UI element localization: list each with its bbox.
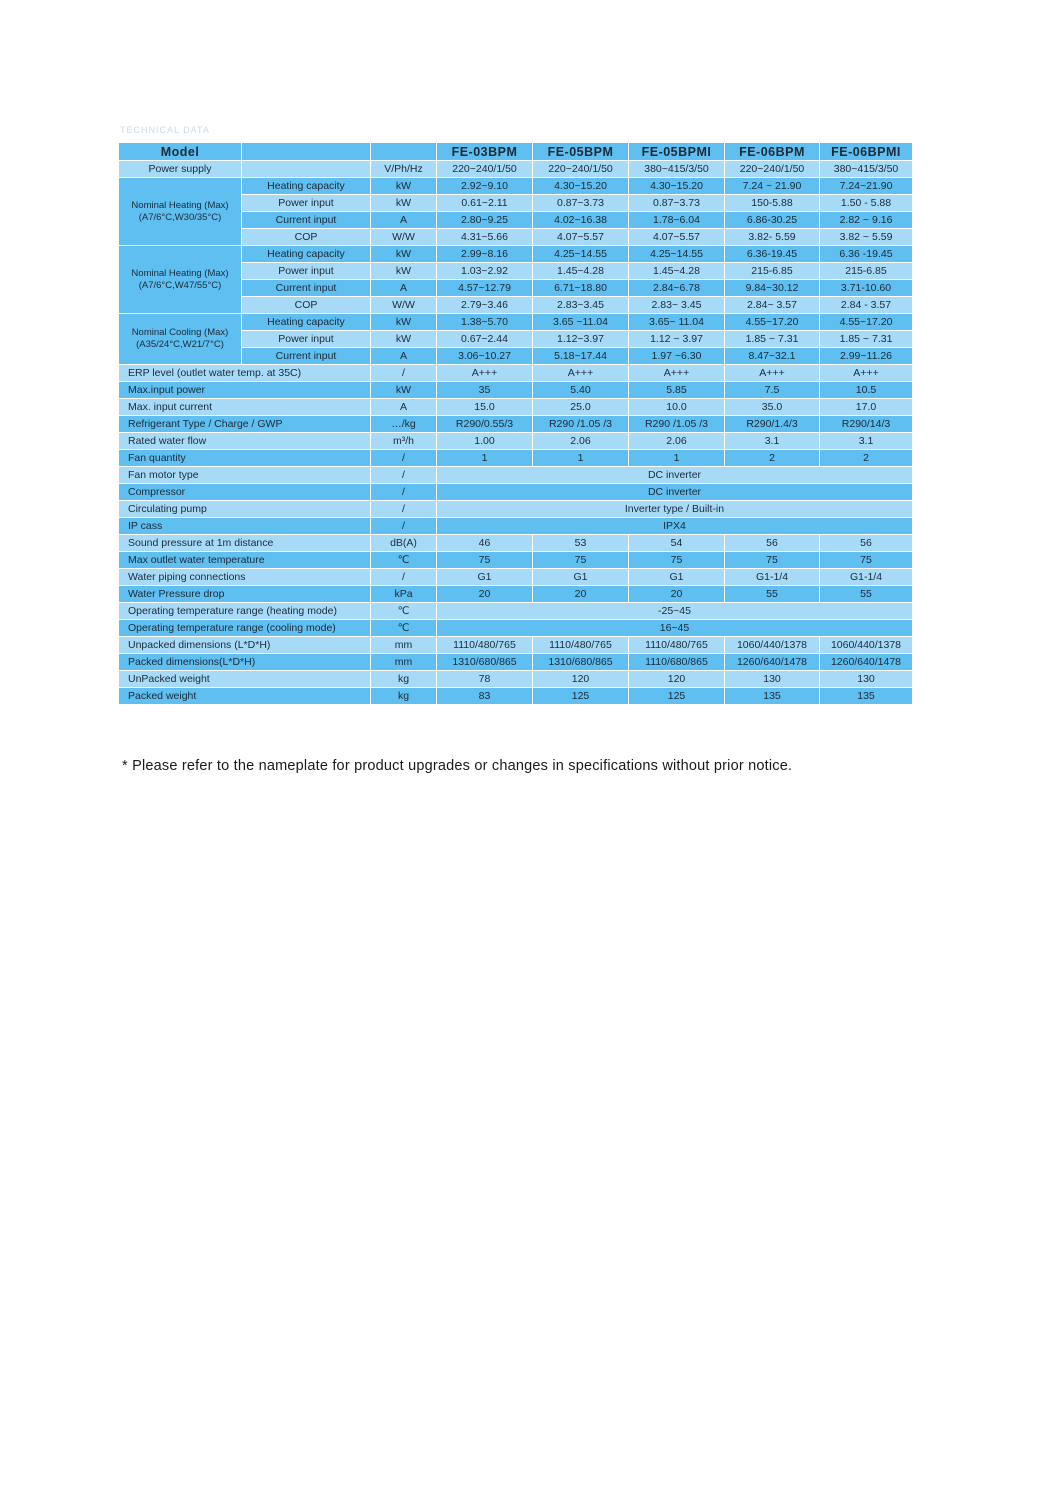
value-cell: 7.24 ~ 21.90 xyxy=(725,178,820,195)
value-cell: 1110/480/765 xyxy=(533,637,629,654)
value-cell: 135 xyxy=(725,688,820,705)
value-cell: 6.71~18.80 xyxy=(533,280,629,297)
row-label: Max outlet water temperature xyxy=(119,552,371,569)
value-cell: 220~240/1/50 xyxy=(725,161,820,178)
spec-row xyxy=(119,586,913,603)
spec-row xyxy=(119,416,913,433)
value-cell: 3.82- 5.59 xyxy=(725,229,820,246)
value-cell: 75 xyxy=(629,552,725,569)
unit-cell: ℃ xyxy=(371,603,437,620)
value-cell: 4.55~17.20 xyxy=(820,314,913,331)
spec-row xyxy=(119,637,913,654)
row-label: Power input xyxy=(242,263,371,280)
spec-row xyxy=(119,178,913,195)
value-cell: 2.84 - 3.57 xyxy=(820,297,913,314)
unit-cell: / xyxy=(371,484,437,501)
spec-row xyxy=(119,688,913,705)
value-cell: 5.85 xyxy=(629,382,725,399)
value-cell: 1060/440/1378 xyxy=(820,637,913,654)
value-cell: 3.71-10.60 xyxy=(820,280,913,297)
value-cell: A+++ xyxy=(820,365,913,382)
value-cell: 75 xyxy=(820,552,913,569)
value-cell: 4.57~12.79 xyxy=(437,280,533,297)
row-label: Fan motor type xyxy=(119,467,371,484)
value-cell: 53 xyxy=(533,535,629,552)
spec-row xyxy=(119,382,913,399)
value-cell: 135 xyxy=(820,688,913,705)
row-label: Current input xyxy=(242,212,371,229)
value-cell: 220~240/1/50 xyxy=(533,161,629,178)
spec-row xyxy=(119,569,913,586)
spec-row xyxy=(119,552,913,569)
row-label: Compressor xyxy=(119,484,371,501)
value-cell: 7.5 xyxy=(725,382,820,399)
row-label: Packed dimensions(L*D*H) xyxy=(119,654,371,671)
unit-cell: A xyxy=(371,399,437,416)
unit-cell: dB(A) xyxy=(371,535,437,552)
value-cell: 0.87~3.73 xyxy=(629,195,725,212)
merged-value-cell: IPX4 xyxy=(437,518,913,535)
value-cell: 2.06 xyxy=(629,433,725,450)
spec-row xyxy=(119,484,913,501)
unit-cell: V/Ph/Hz xyxy=(371,161,437,178)
value-cell: 17.0 xyxy=(820,399,913,416)
row-label: Circulating pump xyxy=(119,501,371,518)
value-cell: 25.0 xyxy=(533,399,629,416)
unit-cell: …/kg xyxy=(371,416,437,433)
unit-cell: ℃ xyxy=(371,552,437,569)
unit-cell: / xyxy=(371,467,437,484)
value-cell: G1-1/4 xyxy=(820,569,913,586)
unit-cell: / xyxy=(371,365,437,382)
value-cell: 1.97 ~6.30 xyxy=(629,348,725,365)
model-header-cell: FE-05BPMI xyxy=(629,143,725,161)
row-label: UnPacked weight xyxy=(119,671,371,688)
value-cell: 120 xyxy=(629,671,725,688)
value-cell: 2.83~ 3.45 xyxy=(629,297,725,314)
value-cell: 2.99~8.16 xyxy=(437,246,533,263)
unit-cell: kg xyxy=(371,688,437,705)
value-cell: 380~415/3/50 xyxy=(820,161,913,178)
value-cell: 1.78~6.04 xyxy=(629,212,725,229)
section-title: TECHNICAL DATA xyxy=(120,126,210,134)
value-cell: 130 xyxy=(820,671,913,688)
value-cell: 1.12~3.97 xyxy=(533,331,629,348)
row-label: Packed weight xyxy=(119,688,371,705)
unit-cell: kW xyxy=(371,314,437,331)
value-cell: G1 xyxy=(533,569,629,586)
value-cell: 0.67~2.44 xyxy=(437,331,533,348)
row-label: Heating capacity xyxy=(242,246,371,263)
value-cell: 1110/480/765 xyxy=(629,637,725,654)
value-cell: 35.0 xyxy=(725,399,820,416)
value-cell: 46 xyxy=(437,535,533,552)
value-cell: G1-1/4 xyxy=(725,569,820,586)
spec-row xyxy=(119,467,913,484)
unit-cell: kg xyxy=(371,671,437,688)
value-cell: 75 xyxy=(533,552,629,569)
value-cell: 2.99~11.26 xyxy=(820,348,913,365)
header-row xyxy=(119,143,913,161)
value-cell: 10.0 xyxy=(629,399,725,416)
spec-row xyxy=(119,365,913,382)
value-cell: 1310/680/865 xyxy=(533,654,629,671)
value-cell: 83 xyxy=(437,688,533,705)
value-cell: 78 xyxy=(437,671,533,688)
unit-cell: A xyxy=(371,280,437,297)
value-cell: 1 xyxy=(437,450,533,467)
value-cell: 3.1 xyxy=(820,433,913,450)
value-cell: 215-6.85 xyxy=(725,263,820,280)
unit-cell: mm xyxy=(371,637,437,654)
group-label: Nominal Heating (Max) (A7/6°C,W30/35°C) xyxy=(119,178,242,246)
row-label: ERP level (outlet water temp. at 35C) xyxy=(119,365,371,382)
unit-cell: / xyxy=(371,501,437,518)
value-cell: 2 xyxy=(820,450,913,467)
value-cell: 3.82 ~ 5.59 xyxy=(820,229,913,246)
value-cell: 75 xyxy=(725,552,820,569)
value-cell: 1.45~4.28 xyxy=(533,263,629,280)
value-cell: 2.80~9.25 xyxy=(437,212,533,229)
row-label: Fan quantity xyxy=(119,450,371,467)
row-label: Current input xyxy=(242,348,371,365)
unit-cell: W/W xyxy=(371,229,437,246)
value-cell: A+++ xyxy=(437,365,533,382)
unit-cell: kW xyxy=(371,195,437,212)
value-cell: 1060/440/1378 xyxy=(725,637,820,654)
group-label: Nominal Heating (Max) (A7/6°C,W47/55°C) xyxy=(119,246,242,314)
value-cell: 54 xyxy=(629,535,725,552)
row-label: Current input xyxy=(242,280,371,297)
merged-value-cell: DC inverter xyxy=(437,484,913,501)
value-cell: 2.84~6.78 xyxy=(629,280,725,297)
value-cell: 1.85 ~ 7.31 xyxy=(820,331,913,348)
unit-cell: kW xyxy=(371,246,437,263)
row-label: Water Pressure drop xyxy=(119,586,371,603)
value-cell: 1260/640/1478 xyxy=(725,654,820,671)
value-cell: 10.5 xyxy=(820,382,913,399)
value-cell: 4.31~5.66 xyxy=(437,229,533,246)
value-cell: 150-5.88 xyxy=(725,195,820,212)
row-label: Rated water flow xyxy=(119,433,371,450)
unit-cell: A xyxy=(371,348,437,365)
model-header-cell: FE-05BPM xyxy=(533,143,629,161)
unit-cell: / xyxy=(371,569,437,586)
value-cell: 4.02~16.38 xyxy=(533,212,629,229)
row-label: Max. input current xyxy=(119,399,371,416)
power-supply-row xyxy=(119,161,913,178)
value-cell: G1 xyxy=(437,569,533,586)
value-cell: 3.1 xyxy=(725,433,820,450)
value-cell: 55 xyxy=(820,586,913,603)
value-cell: 380~415/3/50 xyxy=(629,161,725,178)
merged-value-cell: 16~45 xyxy=(437,620,913,637)
spec-row xyxy=(119,535,913,552)
model-header-cell: FE-03BPM xyxy=(437,143,533,161)
value-cell: 8.47~32.1 xyxy=(725,348,820,365)
row-label: Refrigerant Type / Charge / GWP xyxy=(119,416,371,433)
model-header-cell: FE-06BPM xyxy=(725,143,820,161)
unit-cell: ℃ xyxy=(371,620,437,637)
spec-row xyxy=(119,620,913,637)
row-label: IP cass xyxy=(119,518,371,535)
row-label: COP xyxy=(242,297,371,314)
value-cell: 2.06 xyxy=(533,433,629,450)
value-cell: 1.85 ~ 7.31 xyxy=(725,331,820,348)
row-label: Power input xyxy=(242,331,371,348)
unit-cell: m³/h xyxy=(371,433,437,450)
unit-cell: W/W xyxy=(371,297,437,314)
footnote: * Please refer to the nameplate for product upgrades or changes in specifications without prior notice. xyxy=(122,758,793,774)
value-cell: 1 xyxy=(533,450,629,467)
value-cell: 125 xyxy=(629,688,725,705)
spec-table-body xyxy=(119,143,913,705)
value-cell: 4.30~15.20 xyxy=(629,178,725,195)
row-label: Heating capacity xyxy=(242,178,371,195)
row-label: Power input xyxy=(242,195,371,212)
unit-cell: kW xyxy=(371,382,437,399)
value-cell: 3.65 ~11.04 xyxy=(533,314,629,331)
unit-cell: / xyxy=(371,450,437,467)
value-cell: 1260/640/1478 xyxy=(820,654,913,671)
value-cell: 1.03~2.92 xyxy=(437,263,533,280)
value-cell: A+++ xyxy=(629,365,725,382)
unit-cell: A xyxy=(371,212,437,229)
model-header-cell: FE-06BPMI xyxy=(820,143,913,161)
value-cell: 2.82 ~ 9.16 xyxy=(820,212,913,229)
value-cell: 1 xyxy=(629,450,725,467)
value-cell: 1110/480/765 xyxy=(437,637,533,654)
row-label: Operating temperature range (cooling mode) xyxy=(119,620,371,637)
value-cell: 2.83~3.45 xyxy=(533,297,629,314)
spec-row xyxy=(119,450,913,467)
value-cell: R290 /1.05 /3 xyxy=(533,416,629,433)
header-unit-cell xyxy=(371,143,437,161)
value-cell: 5.18~17.44 xyxy=(533,348,629,365)
merged-value-cell: -25~45 xyxy=(437,603,913,620)
value-cell: 56 xyxy=(820,535,913,552)
value-cell: 4.25~14.55 xyxy=(533,246,629,263)
value-cell: G1 xyxy=(629,569,725,586)
value-cell: 1110/680/865 xyxy=(629,654,725,671)
value-cell: 4.25~14.55 xyxy=(629,246,725,263)
value-cell: 6.86-30.25 xyxy=(725,212,820,229)
unit-cell: kW xyxy=(371,263,437,280)
spec-row xyxy=(119,314,913,331)
value-cell: 75 xyxy=(437,552,533,569)
value-cell: 3.06~10.27 xyxy=(437,348,533,365)
value-cell: 6.36 -19.45 xyxy=(820,246,913,263)
spec-row xyxy=(119,246,913,263)
row-label: Sound pressure at 1m distance xyxy=(119,535,371,552)
value-cell: 1.12 ~ 3.97 xyxy=(629,331,725,348)
row-label: Max.input power xyxy=(119,382,371,399)
value-cell: 7.24~21.90 xyxy=(820,178,913,195)
value-cell: 120 xyxy=(533,671,629,688)
value-cell: 2 xyxy=(725,450,820,467)
spec-row xyxy=(119,433,913,450)
value-cell: 125 xyxy=(533,688,629,705)
spec-row xyxy=(119,671,913,688)
value-cell: 3.65~ 11.04 xyxy=(629,314,725,331)
value-cell: R290/1.4/3 xyxy=(725,416,820,433)
spec-row xyxy=(119,654,913,671)
row-label: Water piping connections xyxy=(119,569,371,586)
unit-cell: / xyxy=(371,518,437,535)
value-cell: 1310/680/865 xyxy=(437,654,533,671)
value-cell: 2.84~ 3.57 xyxy=(725,297,820,314)
value-cell: R290/14/3 xyxy=(820,416,913,433)
value-cell: R290 /1.05 /3 xyxy=(629,416,725,433)
value-cell: A+++ xyxy=(533,365,629,382)
spec-table xyxy=(118,142,913,705)
row-label: Heating capacity xyxy=(242,314,371,331)
value-cell: 4.07~5.57 xyxy=(533,229,629,246)
value-cell: 5.40 xyxy=(533,382,629,399)
unit-cell: kW xyxy=(371,331,437,348)
spec-row xyxy=(119,399,913,416)
value-cell: 55 xyxy=(725,586,820,603)
value-cell: 56 xyxy=(725,535,820,552)
value-cell: 4.30~15.20 xyxy=(533,178,629,195)
value-cell: A+++ xyxy=(725,365,820,382)
value-cell: R290/0.55/3 xyxy=(437,416,533,433)
spec-row xyxy=(119,603,913,620)
value-cell: 2.79~3.46 xyxy=(437,297,533,314)
unit-cell: mm xyxy=(371,654,437,671)
value-cell: 35 xyxy=(437,382,533,399)
model-header-label: Model xyxy=(119,143,242,161)
value-cell: 220~240/1/50 xyxy=(437,161,533,178)
row-label: COP xyxy=(242,229,371,246)
value-cell: 1.45~4.28 xyxy=(629,263,725,280)
value-cell: 0.87~3.73 xyxy=(533,195,629,212)
value-cell: 20 xyxy=(629,586,725,603)
value-cell: 2.92~9.10 xyxy=(437,178,533,195)
group-label: Nominal Cooling (Max) (A35/24°C,W21/7°C) xyxy=(119,314,242,365)
merged-value-cell: Inverter type / Built-in xyxy=(437,501,913,518)
unit-cell: kW xyxy=(371,178,437,195)
blank-cell xyxy=(242,161,371,178)
header-blank-cell xyxy=(242,143,371,161)
spec-row xyxy=(119,518,913,535)
value-cell: 130 xyxy=(725,671,820,688)
value-cell: 20 xyxy=(437,586,533,603)
value-cell: 6.36-19.45 xyxy=(725,246,820,263)
value-cell: 9.84~30.12 xyxy=(725,280,820,297)
unit-cell: kPa xyxy=(371,586,437,603)
row-label: Unpacked dimensions (L*D*H) xyxy=(119,637,371,654)
value-cell: 20 xyxy=(533,586,629,603)
value-cell: 1.50 - 5.88 xyxy=(820,195,913,212)
row-label: Power supply xyxy=(119,161,242,178)
spec-row xyxy=(119,501,913,518)
value-cell: 1.00 xyxy=(437,433,533,450)
value-cell: 215-6.85 xyxy=(820,263,913,280)
value-cell: 0.61~2.11 xyxy=(437,195,533,212)
merged-value-cell: DC inverter xyxy=(437,467,913,484)
value-cell: 1.38~5.70 xyxy=(437,314,533,331)
value-cell: 15.0 xyxy=(437,399,533,416)
value-cell: 4.07~5.57 xyxy=(629,229,725,246)
value-cell: 4.55~17.20 xyxy=(725,314,820,331)
row-label: Operating temperature range (heating mode) xyxy=(119,603,371,620)
